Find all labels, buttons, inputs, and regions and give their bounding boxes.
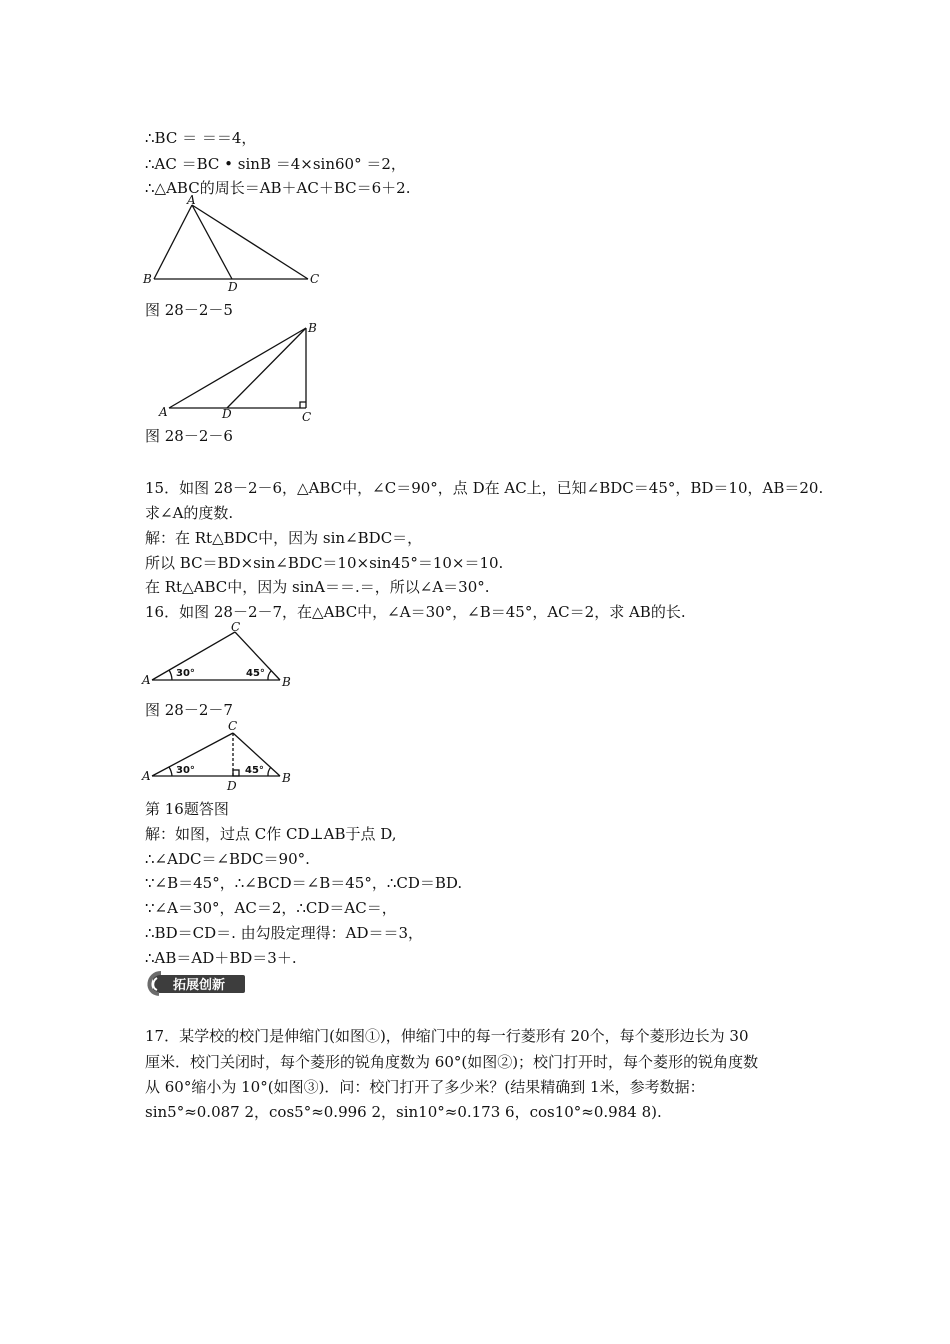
vertex-label-c: C (228, 719, 238, 733)
question-17-line-3: 从 60°缩小为 10°(如图③)．问：校门打开了多少米？(结果精确到 1米，参考数据： (145, 1078, 705, 1096)
angle-label-b: 45° (246, 668, 265, 679)
solution-15-line-3: 在 Rt△ABC中，因为 sinA＝＝.＝，所以∠A＝30°. (145, 578, 490, 596)
solution-16-line-2: ∴∠ADC＝∠BDC＝90°. (145, 850, 310, 868)
figure-28-2-5 (140, 195, 330, 295)
vertex-label-a: A (159, 405, 168, 419)
solution-15-line-1: 解：在 Rt△BDC中，因为 sin∠BDC＝， (145, 529, 423, 547)
vertex-label-a: A (142, 769, 151, 783)
vertex-label-b: B (282, 771, 291, 785)
vertex-label-a: A (187, 195, 196, 207)
solution-16-line-1: 解：如图，过点 C作 CD⊥AB于点 D, (145, 825, 397, 843)
vertex-label-c: C (310, 272, 320, 286)
solution-16-line-5: ∴BD＝CD＝. 由勾股定理得：AD＝＝3， (145, 924, 424, 942)
solution-16-line-4: ∵∠A＝30°，AC＝2，∴CD＝AC＝， (145, 899, 397, 917)
vertex-label-c: C (302, 410, 312, 424)
vertex-label-c: C (231, 620, 241, 634)
solution-15-line-2: 所以 BC＝BD×sin∠BDC＝10×sin45°＝10×＝10. (145, 554, 504, 572)
solution-16-line-3: ∵∠B＝45°，∴∠BCD＝∠B＝45°，∴CD＝BD. (145, 874, 463, 892)
vertex-label-d: D (227, 779, 237, 793)
question-15-line-2: 求∠A的度数. (145, 504, 234, 522)
caption-28-2-7: 图 28－2－7 (145, 701, 233, 719)
vertex-label-a: A (142, 673, 151, 687)
solution-line-2: ∴AC ＝BC • sinB ＝4×sin60° ＝2， (145, 155, 406, 173)
question-17-line-1: 17．某学校的校门是伸缩门(如图①)，伸缩门中的每一行菱形有 20个，每个菱形边长为 30 (145, 1027, 749, 1045)
figure-28-2-6 (155, 318, 330, 426)
figure-16-answer (140, 716, 300, 796)
vertex-label-d: D (222, 407, 232, 421)
vertex-label-b: B (308, 321, 317, 335)
question-17-line-2: 厘米．校门关闭时，每个菱形的锐角度数为 60°(如图②)；校门打开时，每个菱形的锐角度数 (145, 1053, 759, 1071)
vertex-label-b: B (143, 272, 152, 286)
vertex-label-b: B (282, 675, 291, 689)
banner-label: 拓展创新 (173, 978, 226, 993)
caption-16-answer: 第 16题答图 (145, 800, 229, 818)
caption-28-2-6: 图 28－2－6 (145, 427, 233, 445)
angle-label-b: 45° (245, 765, 264, 776)
question-17-line-4: sin5°≈0.087 2，cos5°≈0.996 2，sin10°≈0.173 6，cos10°≈0.984 8). (145, 1103, 662, 1121)
solution-line-3: ∴△ABC的周长＝AB＋AC＋BC＝6＋2. (145, 179, 411, 197)
solution-16-line-6: ∴AB＝AD＋BD＝3＋. (145, 949, 297, 967)
figure-28-2-7 (140, 620, 300, 692)
section-banner-extension (143, 969, 247, 997)
angle-label-a: 30° (176, 765, 195, 776)
solution-line-1: ∴BC ＝ ＝＝4， (145, 129, 257, 147)
question-16: 16．如图 28－2－7，在△ABC中，∠A＝30°，∠B＝45°，AC＝2，求 AB的长. (145, 603, 686, 621)
vertex-label-d: D (228, 280, 238, 294)
question-15-line-1: 15．如图 28－2－6，△ABC中，∠C＝90°，点 D在 AC上，已知∠BDC＝45°，BD＝10，AB＝20. (145, 479, 824, 497)
caption-28-2-5: 图 28－2－5 (145, 301, 233, 319)
angle-label-a: 30° (176, 668, 195, 679)
